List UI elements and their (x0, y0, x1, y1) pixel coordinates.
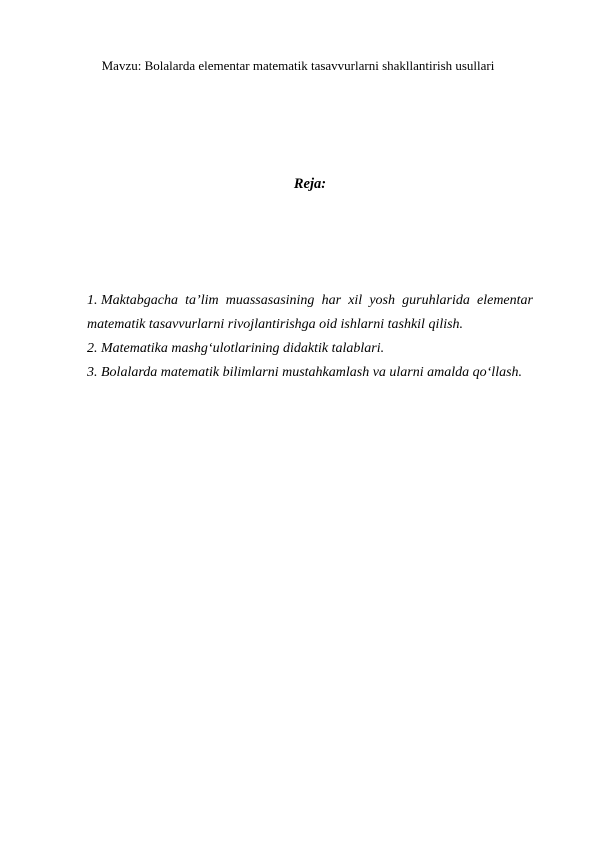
plan-list (87, 289, 533, 385)
plan-item-number: 1. (87, 293, 98, 308)
plan-item-text: Bolalarda matematik bilimlarni mustahkamlash va ularni amalda qo‘llash. (101, 365, 523, 380)
document-topic: Mavzu: Bolalarda elementar matematik tasavvurlarni shakllantirish usullari (101, 58, 495, 73)
plan-item-2 (87, 337, 533, 361)
plan-item-text: Maktabgacha ta’lim muassasasining har xil yosh guruhlarida elementar matematik tasavvurlarni rivojlantirishga oid ishlarni tashkil qilish. (87, 293, 533, 332)
plan-item-3 (87, 361, 533, 385)
plan-item-number: 3. (87, 365, 98, 380)
plan-item-1 (87, 289, 533, 337)
plan-item-text: Matematika mashg‘ulotlarining didaktik talablari. (101, 341, 385, 356)
plan-heading: Reja: (293, 176, 327, 192)
plan-item-number: 2. (87, 341, 98, 356)
